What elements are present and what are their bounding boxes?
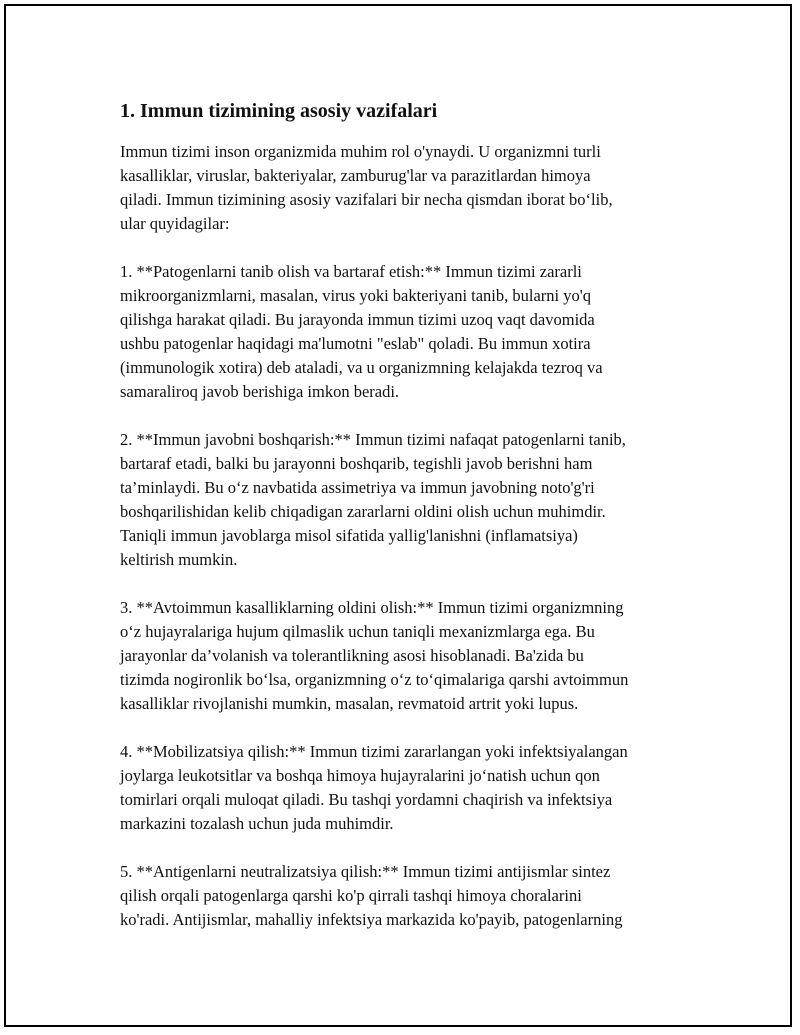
paragraph-line: bartaraf etadi, balki bu jarayonni boshqarib, tegishli javob berishni ham	[120, 454, 593, 473]
paragraph-line: Immun tizimi inson organizmida muhim rol o'ynaydi. U organizmni turli	[120, 142, 601, 161]
paragraph-list	[120, 140, 700, 932]
paragraph-line: (immunologik xotira) deb ataladi, va u organizmning kelajakda tezroq va	[120, 358, 603, 377]
paragraph	[120, 596, 700, 716]
paragraph-line: 4. **Mobilizatsiya qilish:** Immun tizimi zararlangan yoki infektsiyalangan	[120, 742, 628, 761]
paragraph-line: tomirlari orqali muloqat qiladi. Bu tashqi yordamni chaqirish va infektsiya	[120, 790, 613, 809]
paragraph-line: qilish orqali patogenlarga qarshi ko'p qirrali tashqi himoya choralarini	[120, 886, 582, 905]
paragraph-line: ta’minlaydi. Bu o‘z navbatida assimetriya va immun javobning noto'g'ri	[120, 478, 595, 497]
paragraph-line: ko'radi. Antijismlar, mahalliy infektsiya markazida ko'payib, patogenlarning	[120, 910, 623, 929]
paragraph	[120, 860, 700, 932]
document-body	[120, 98, 700, 956]
paragraph	[120, 428, 700, 572]
paragraph-line: kasalliklar rivojlanishi mumkin, masalan, revmatoid artrit yoki lupus.	[120, 694, 579, 713]
section-heading: 1. Immun tizimining asosiy vazifalari	[120, 100, 438, 122]
paragraph-line: 2. **Immun javobni boshqarish:** Immun tizimi nafaqat patogenlarni tanib,	[120, 430, 626, 449]
paragraph	[120, 740, 700, 836]
paragraph-line: ushbu patogenlar haqidagi ma'lumotni "eslab" qoladi. Bu immun xotira	[120, 334, 591, 353]
paragraph-line: keltirish mumkin.	[120, 550, 238, 569]
paragraph-line: qilishga harakat qiladi. Bu jarayonda immun tizimi uzoq vaqt davomida	[120, 310, 595, 329]
paragraph-line: kasalliklar, viruslar, bakteriyalar, zamburug'lar va parazitlardan himoya	[120, 166, 591, 185]
paragraph-line: qiladi. Immun tizimining asosiy vazifalari bir necha qismdan iborat bo‘lib,	[120, 190, 613, 209]
paragraph-line: 3. **Avtoimmun kasalliklarning oldini olish:** Immun tizimi organizmning	[120, 598, 624, 617]
paragraph-line: jarayonlar da’volanish va tolerantlikning asosi hisoblanadi. Ba'zida bu	[120, 646, 584, 665]
paragraph-line: Taniqli immun javoblarga misol sifatida yallig'lanishni (inflamatsiya)	[120, 526, 578, 545]
paragraph	[120, 260, 700, 404]
paragraph-line: boshqarilishidan kelib chiqadigan zararlarni oldini olish uchun muhimdir.	[120, 502, 606, 521]
paragraph-line: 5. **Antigenlarni neutralizatsiya qilish:** Immun tizimi antijismlar sintez	[120, 862, 611, 881]
page-frame	[4, 4, 792, 1027]
paragraph-line: markazini tozalash uchun juda muhimdir.	[120, 814, 394, 833]
paragraph-line: ular quyidagilar:	[120, 214, 230, 233]
paragraph-line: o‘z hujayralariga hujum qilmaslik uchun taniqli mexanizmlarga ega. Bu	[120, 622, 595, 641]
paragraph-line: samaraliroq javob berishiga imkon beradi.	[120, 382, 400, 401]
paragraph-line: tizimda nogironlik bo‘lsa, organizmning o‘z to‘qimalariga qarshi avtoimmun	[120, 670, 629, 689]
paragraph-line: 1. **Patogenlarni tanib olish va bartaraf etish:** Immun tizimi zararli	[120, 262, 582, 281]
paragraph-line: mikroorganizmlarni, masalan, virus yoki bakteriyani tanib, bularni yo'q	[120, 286, 591, 305]
paragraph	[120, 140, 700, 236]
paragraph-line: joylarga leukotsitlar va boshqa himoya hujayralarini jo‘natish uchun qon	[120, 766, 600, 785]
